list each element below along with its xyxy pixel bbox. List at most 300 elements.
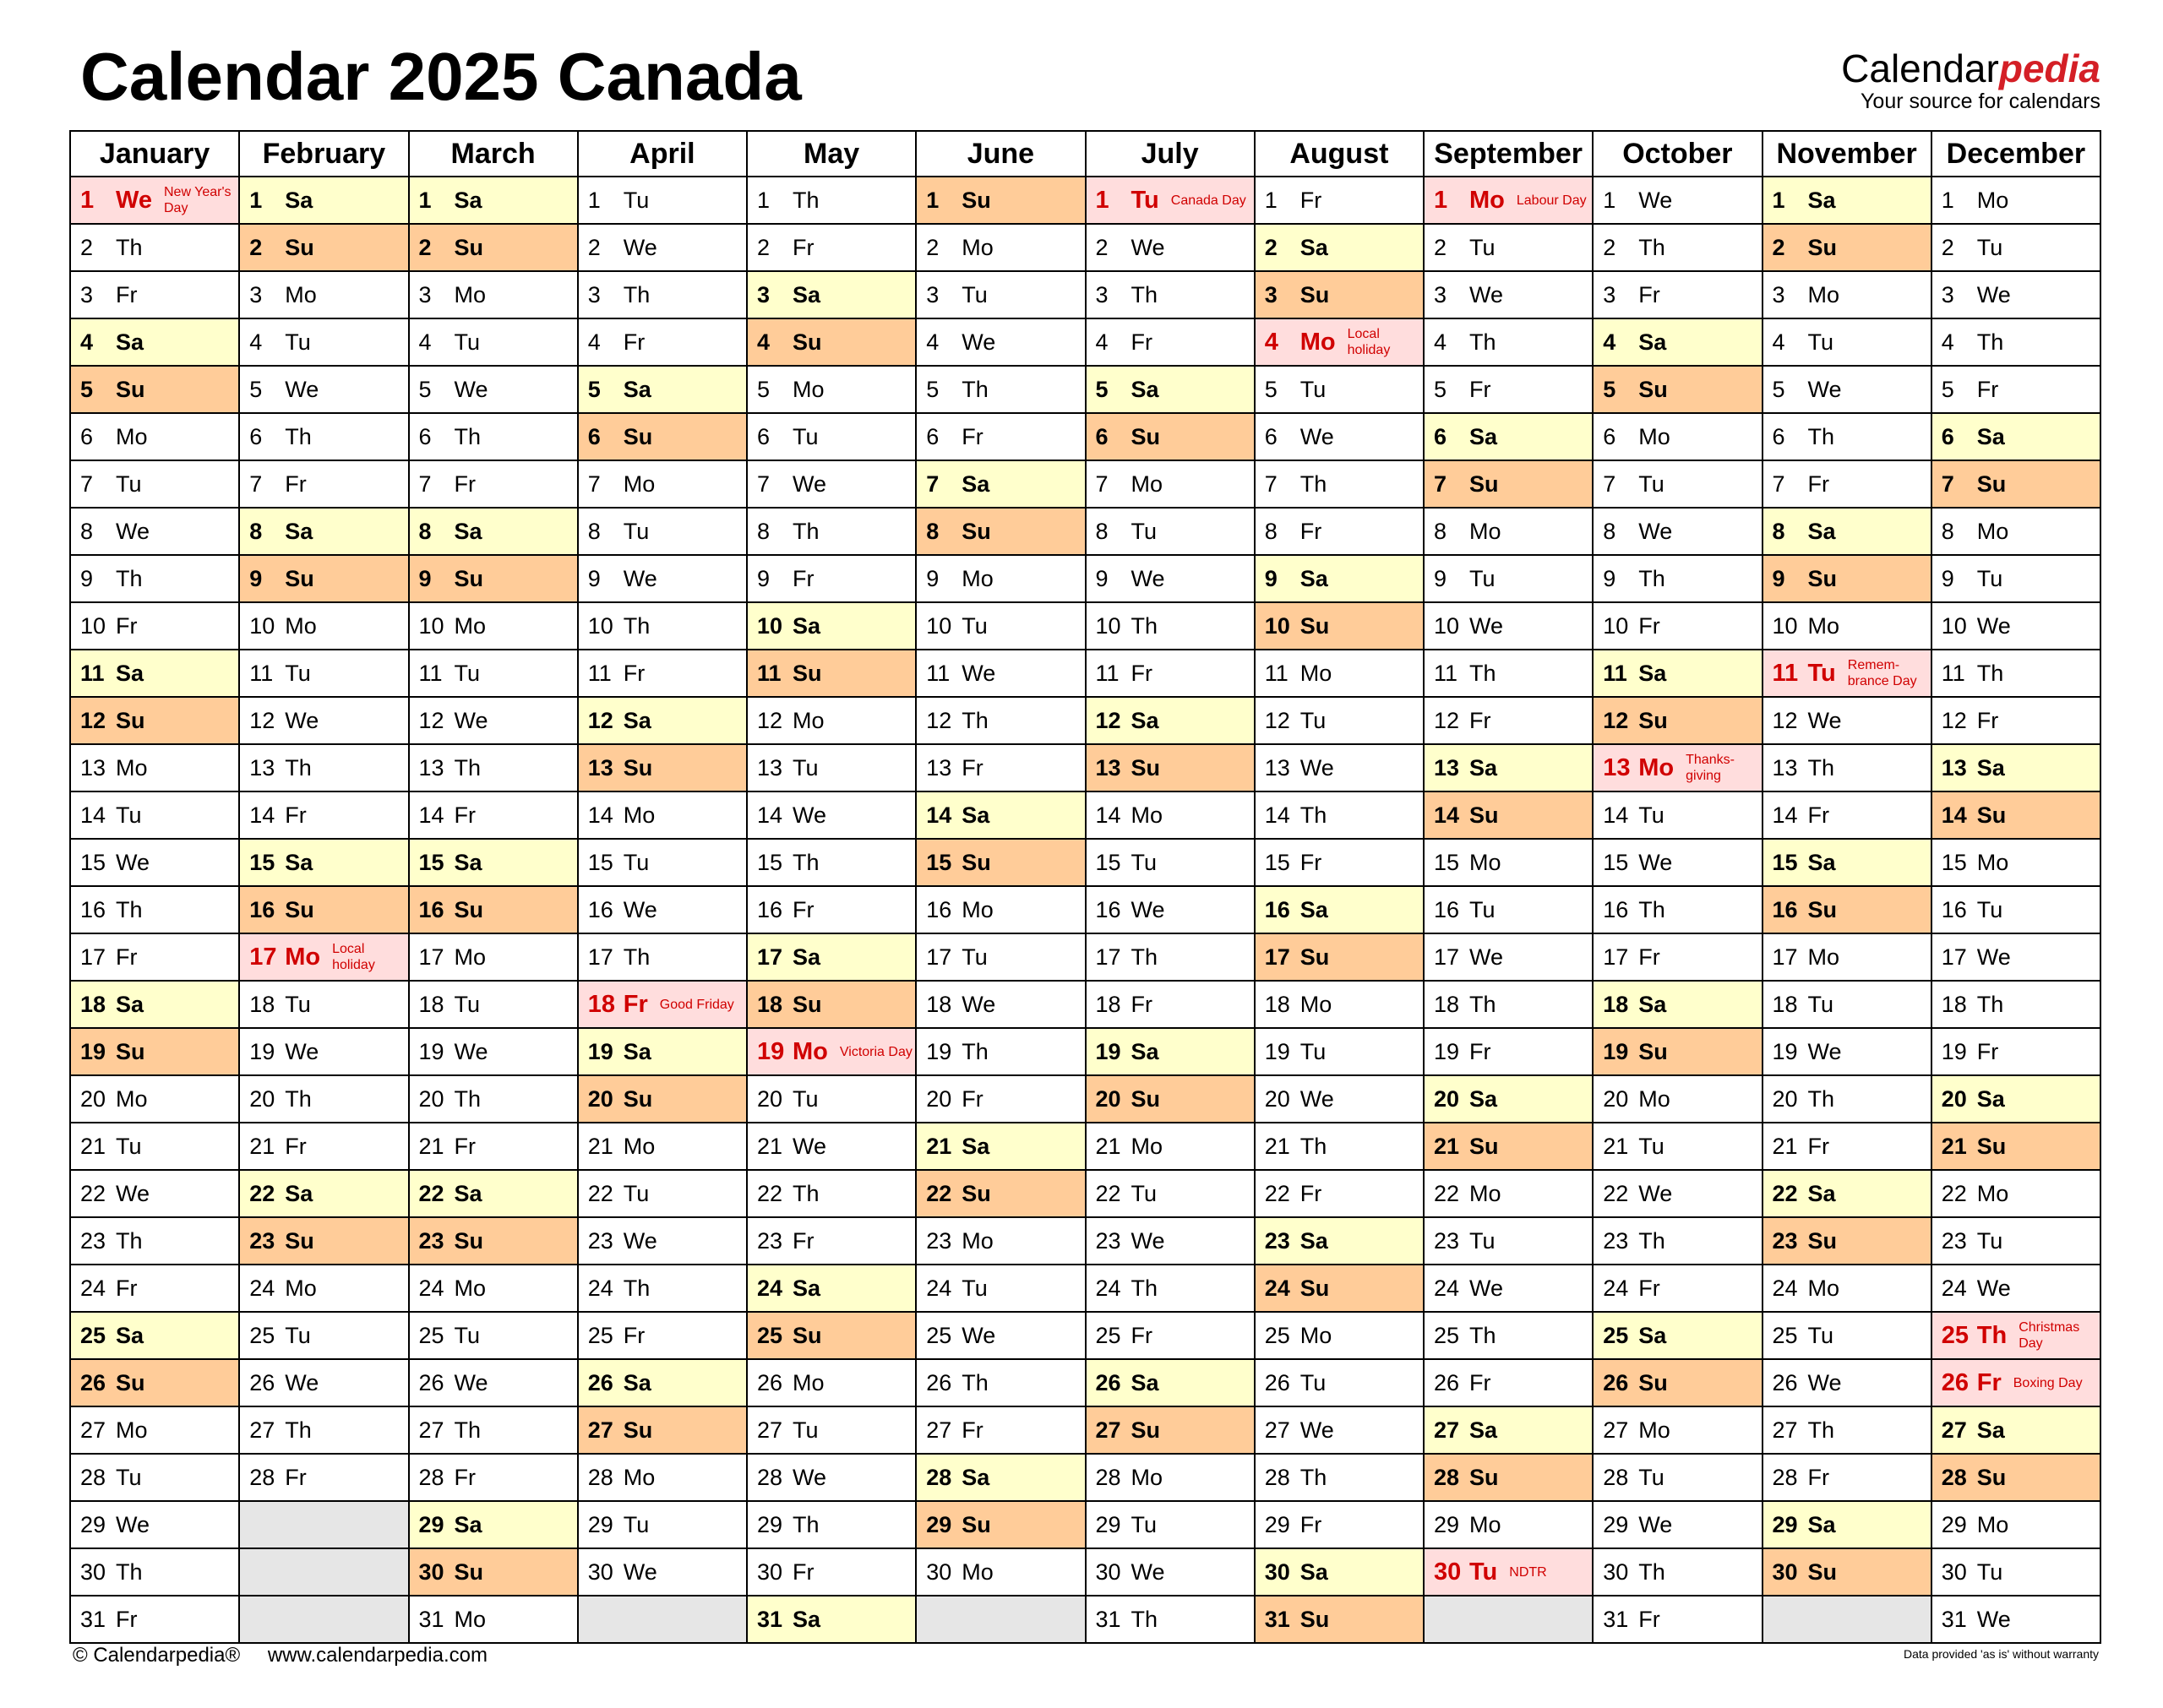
day-cell[interactable] (578, 839, 747, 886)
day-cell[interactable] (409, 839, 578, 886)
day-cell[interactable] (916, 1265, 1085, 1312)
footer-url-link[interactable]: www.calendarpedia.com (267, 1644, 488, 1667)
day-cell[interactable] (1931, 981, 2100, 1028)
day-cell[interactable] (1763, 1265, 1931, 1312)
day-cell[interactable] (70, 413, 239, 460)
day-cell[interactable] (409, 366, 578, 413)
day-cell[interactable] (747, 1501, 916, 1548)
day-cell[interactable] (916, 1312, 1085, 1359)
day-cell[interactable] (1424, 1406, 1593, 1454)
day-cell[interactable] (1424, 1265, 1593, 1312)
day-cell[interactable] (1424, 508, 1593, 555)
day-cell[interactable] (1593, 1501, 1762, 1548)
day-cell[interactable] (1255, 1406, 1424, 1454)
day-cell[interactable] (916, 271, 1085, 318)
day-cell[interactable] (1255, 460, 1424, 508)
day-cell[interactable] (1931, 1123, 2100, 1170)
day-cell[interactable] (1593, 1123, 1762, 1170)
day-cell[interactable] (1086, 650, 1255, 697)
day-cell[interactable] (1763, 1501, 1931, 1548)
day-cell[interactable] (916, 1170, 1085, 1217)
day-cell[interactable] (747, 1123, 916, 1170)
day-cell[interactable] (409, 1123, 578, 1170)
day-cell[interactable] (1763, 555, 1931, 602)
day-cell[interactable] (1931, 177, 2100, 224)
day-cell[interactable] (1255, 555, 1424, 602)
day-cell[interactable] (747, 1312, 916, 1359)
day-cell[interactable] (409, 602, 578, 650)
day-cell[interactable] (1763, 413, 1931, 460)
day-cell[interactable] (916, 791, 1085, 839)
day-cell[interactable] (239, 271, 408, 318)
day-cell[interactable] (1931, 1501, 2100, 1548)
day-cell[interactable] (916, 1123, 1085, 1170)
day-cell[interactable] (1424, 1075, 1593, 1123)
day-cell[interactable] (239, 1312, 408, 1359)
day-cell[interactable] (1763, 933, 1931, 981)
day-cell[interactable] (1255, 1548, 1424, 1596)
day-cell[interactable] (239, 177, 408, 224)
day-cell[interactable] (70, 933, 239, 981)
day-cell[interactable] (1763, 271, 1931, 318)
day-cell[interactable] (70, 744, 239, 791)
day-cell[interactable] (409, 177, 578, 224)
day-cell[interactable] (70, 1123, 239, 1170)
day-cell[interactable] (1763, 1075, 1931, 1123)
day-cell[interactable] (578, 1359, 747, 1406)
day-cell[interactable] (409, 791, 578, 839)
day-cell[interactable] (1086, 1359, 1255, 1406)
day-cell[interactable] (409, 460, 578, 508)
day-cell[interactable] (1086, 1123, 1255, 1170)
day-cell[interactable] (239, 460, 408, 508)
day-cell[interactable] (1763, 1359, 1931, 1406)
day-cell[interactable] (747, 886, 916, 933)
day-cell[interactable] (578, 1075, 747, 1123)
day-cell[interactable] (747, 650, 916, 697)
day-cell[interactable] (239, 1406, 408, 1454)
day-cell[interactable] (1424, 744, 1593, 791)
day-cell[interactable] (1255, 1028, 1424, 1075)
day-cell[interactable] (1931, 1028, 2100, 1075)
day-cell[interactable] (239, 366, 408, 413)
day-cell[interactable] (578, 650, 747, 697)
day-cell[interactable] (916, 933, 1085, 981)
day-cell[interactable] (916, 697, 1085, 744)
day-cell[interactable] (1424, 1028, 1593, 1075)
day-cell[interactable] (1763, 697, 1931, 744)
day-cell[interactable] (239, 791, 408, 839)
day-cell[interactable] (409, 1265, 578, 1312)
day-cell[interactable] (70, 602, 239, 650)
day-cell[interactable] (916, 1359, 1085, 1406)
day-cell[interactable] (578, 886, 747, 933)
day-cell[interactable] (239, 1265, 408, 1312)
day-cell[interactable] (239, 602, 408, 650)
day-cell[interactable] (1255, 1312, 1424, 1359)
day-cell[interactable] (578, 981, 747, 1028)
day-cell[interactable] (1086, 744, 1255, 791)
day-cell[interactable] (1255, 933, 1424, 981)
day-cell[interactable] (1086, 981, 1255, 1028)
day-cell[interactable] (409, 1406, 578, 1454)
day-cell[interactable] (1255, 1501, 1424, 1548)
day-cell[interactable] (1086, 1312, 1255, 1359)
day-cell[interactable] (1086, 1548, 1255, 1596)
day-cell[interactable] (239, 413, 408, 460)
day-cell[interactable] (1255, 1454, 1424, 1501)
day-cell[interactable] (1086, 839, 1255, 886)
day-cell[interactable] (239, 933, 408, 981)
day-cell[interactable] (409, 224, 578, 271)
day-cell[interactable] (916, 177, 1085, 224)
day-cell[interactable] (70, 366, 239, 413)
day-cell[interactable] (578, 1170, 747, 1217)
day-cell[interactable] (747, 744, 916, 791)
day-cell[interactable] (578, 1028, 747, 1075)
day-cell[interactable] (916, 1548, 1085, 1596)
day-cell[interactable] (1086, 224, 1255, 271)
day-cell[interactable] (578, 1454, 747, 1501)
day-cell[interactable] (916, 460, 1085, 508)
day-cell[interactable] (1424, 602, 1593, 650)
day-cell[interactable] (916, 224, 1085, 271)
day-cell[interactable] (70, 1454, 239, 1501)
day-cell[interactable] (1424, 318, 1593, 366)
day-cell[interactable] (1931, 1170, 2100, 1217)
day-cell[interactable] (1255, 177, 1424, 224)
day-cell[interactable] (1763, 508, 1931, 555)
day-cell[interactable] (916, 650, 1085, 697)
day-cell[interactable] (409, 318, 578, 366)
day-cell[interactable] (1763, 460, 1931, 508)
day-cell[interactable] (1931, 933, 2100, 981)
day-cell[interactable] (1424, 177, 1593, 224)
day-cell[interactable] (916, 839, 1085, 886)
day-cell[interactable] (578, 1265, 747, 1312)
day-cell[interactable] (70, 1170, 239, 1217)
day-cell[interactable] (747, 508, 916, 555)
day-cell[interactable] (1931, 413, 2100, 460)
day-cell[interactable] (239, 1359, 408, 1406)
day-cell[interactable] (747, 1406, 916, 1454)
day-cell[interactable] (409, 1501, 578, 1548)
day-cell[interactable] (1931, 1075, 2100, 1123)
day-cell[interactable] (1931, 224, 2100, 271)
day-cell[interactable] (1763, 886, 1931, 933)
day-cell[interactable] (747, 224, 916, 271)
day-cell[interactable] (747, 1075, 916, 1123)
day-cell[interactable] (1593, 650, 1762, 697)
day-cell[interactable] (70, 1028, 239, 1075)
day-cell[interactable] (1593, 697, 1762, 744)
day-cell[interactable] (409, 744, 578, 791)
day-cell[interactable] (916, 366, 1085, 413)
day-cell[interactable] (1931, 1596, 2100, 1643)
calendarpedia-logo[interactable] (1841, 47, 2100, 113)
day-cell[interactable] (1255, 650, 1424, 697)
day-cell[interactable] (1931, 555, 2100, 602)
day-cell[interactable] (1593, 460, 1762, 508)
day-cell[interactable] (578, 1548, 747, 1596)
day-cell[interactable] (1086, 791, 1255, 839)
day-cell[interactable] (1086, 1596, 1255, 1643)
day-cell[interactable] (1255, 1170, 1424, 1217)
day-cell[interactable] (1931, 886, 2100, 933)
day-cell[interactable] (1763, 981, 1931, 1028)
day-cell[interactable] (916, 1501, 1085, 1548)
day-cell[interactable] (1424, 413, 1593, 460)
day-cell[interactable] (1086, 1028, 1255, 1075)
day-cell[interactable] (1086, 555, 1255, 602)
day-cell[interactable] (1086, 366, 1255, 413)
day-cell[interactable] (1086, 177, 1255, 224)
day-cell[interactable] (1424, 981, 1593, 1028)
day-cell[interactable] (1763, 839, 1931, 886)
day-cell[interactable] (409, 413, 578, 460)
day-cell[interactable] (916, 1454, 1085, 1501)
day-cell[interactable] (239, 1028, 408, 1075)
day-cell[interactable] (70, 177, 239, 224)
day-cell[interactable] (239, 697, 408, 744)
day-cell[interactable] (1086, 697, 1255, 744)
day-cell[interactable] (747, 981, 916, 1028)
day-cell[interactable] (239, 650, 408, 697)
day-cell[interactable] (578, 555, 747, 602)
day-cell[interactable] (578, 508, 747, 555)
day-cell[interactable] (1763, 791, 1931, 839)
day-cell[interactable] (1593, 933, 1762, 981)
day-cell[interactable] (1763, 1028, 1931, 1075)
day-cell[interactable] (916, 1028, 1085, 1075)
day-cell[interactable] (239, 1075, 408, 1123)
day-cell[interactable] (1593, 177, 1762, 224)
day-cell[interactable] (578, 1123, 747, 1170)
day-cell[interactable] (1255, 271, 1424, 318)
day-cell[interactable] (747, 177, 916, 224)
day-cell[interactable] (1424, 1312, 1593, 1359)
day-cell[interactable] (747, 1359, 916, 1406)
day-cell[interactable] (409, 1312, 578, 1359)
day-cell[interactable] (1086, 602, 1255, 650)
day-cell[interactable] (1593, 1596, 1762, 1643)
day-cell[interactable] (578, 1217, 747, 1265)
day-cell[interactable] (1086, 508, 1255, 555)
day-cell[interactable] (239, 744, 408, 791)
day-cell[interactable] (239, 1454, 408, 1501)
day-cell[interactable] (747, 1217, 916, 1265)
day-cell[interactable] (747, 555, 916, 602)
day-cell[interactable] (1255, 1217, 1424, 1265)
day-cell[interactable] (70, 508, 239, 555)
day-cell[interactable] (747, 318, 916, 366)
day-cell[interactable] (1086, 413, 1255, 460)
day-cell[interactable] (1424, 1454, 1593, 1501)
day-cell[interactable] (70, 1075, 239, 1123)
day-cell[interactable] (1086, 886, 1255, 933)
day-cell[interactable] (1255, 1596, 1424, 1643)
day-cell[interactable] (1255, 366, 1424, 413)
day-cell[interactable] (239, 1123, 408, 1170)
day-cell[interactable] (1424, 697, 1593, 744)
day-cell[interactable] (70, 1501, 239, 1548)
day-cell[interactable] (1255, 981, 1424, 1028)
day-cell[interactable] (70, 224, 239, 271)
day-cell[interactable] (409, 1454, 578, 1501)
day-cell[interactable] (916, 1217, 1085, 1265)
day-cell[interactable] (1086, 1454, 1255, 1501)
day-cell[interactable] (1593, 602, 1762, 650)
day-cell[interactable] (916, 1075, 1085, 1123)
day-cell[interactable] (1424, 791, 1593, 839)
day-cell[interactable] (1593, 366, 1762, 413)
day-cell[interactable] (1763, 1454, 1931, 1501)
day-cell[interactable] (1086, 1170, 1255, 1217)
day-cell[interactable] (916, 886, 1085, 933)
day-cell[interactable] (747, 460, 916, 508)
day-cell[interactable] (70, 791, 239, 839)
day-cell[interactable] (578, 791, 747, 839)
day-cell[interactable] (1931, 1548, 2100, 1596)
day-cell[interactable] (1255, 1265, 1424, 1312)
day-cell[interactable] (70, 1217, 239, 1265)
day-cell[interactable] (1593, 744, 1762, 791)
day-cell[interactable] (1424, 1170, 1593, 1217)
day-cell[interactable] (578, 224, 747, 271)
day-cell[interactable] (70, 839, 239, 886)
day-cell[interactable] (1086, 933, 1255, 981)
day-cell[interactable] (747, 366, 916, 413)
day-cell[interactable] (1593, 1548, 1762, 1596)
day-cell[interactable] (1424, 1501, 1593, 1548)
day-cell[interactable] (239, 555, 408, 602)
day-cell[interactable] (1763, 224, 1931, 271)
day-cell[interactable] (1593, 839, 1762, 886)
day-cell[interactable] (1424, 1548, 1593, 1596)
day-cell[interactable] (409, 271, 578, 318)
day-cell[interactable] (578, 460, 747, 508)
day-cell[interactable] (239, 508, 408, 555)
day-cell[interactable] (1931, 839, 2100, 886)
day-cell[interactable] (578, 366, 747, 413)
day-cell[interactable] (1424, 650, 1593, 697)
day-cell[interactable] (916, 318, 1085, 366)
day-cell[interactable] (747, 839, 916, 886)
day-cell[interactable] (239, 1217, 408, 1265)
day-cell[interactable] (409, 1217, 578, 1265)
day-cell[interactable] (1086, 1406, 1255, 1454)
day-cell[interactable] (916, 413, 1085, 460)
day-cell[interactable] (409, 886, 578, 933)
day-cell[interactable] (1424, 224, 1593, 271)
day-cell[interactable] (1593, 981, 1762, 1028)
day-cell[interactable] (239, 1170, 408, 1217)
day-cell[interactable] (1931, 1406, 2100, 1454)
day-cell[interactable] (1931, 744, 2100, 791)
day-cell[interactable] (1086, 1075, 1255, 1123)
day-cell[interactable] (1255, 602, 1424, 650)
day-cell[interactable] (1763, 318, 1931, 366)
day-cell[interactable] (1931, 602, 2100, 650)
day-cell[interactable] (1255, 839, 1424, 886)
day-cell[interactable] (747, 791, 916, 839)
day-cell[interactable] (916, 508, 1085, 555)
day-cell[interactable] (578, 177, 747, 224)
day-cell[interactable] (409, 697, 578, 744)
day-cell[interactable] (1931, 791, 2100, 839)
day-cell[interactable] (1593, 1359, 1762, 1406)
day-cell[interactable] (409, 1596, 578, 1643)
day-cell[interactable] (747, 697, 916, 744)
day-cell[interactable] (747, 1265, 916, 1312)
day-cell[interactable] (1424, 1359, 1593, 1406)
day-cell[interactable] (1424, 1123, 1593, 1170)
day-cell[interactable] (747, 933, 916, 981)
day-cell[interactable] (70, 555, 239, 602)
day-cell[interactable] (578, 271, 747, 318)
day-cell[interactable] (239, 839, 408, 886)
day-cell[interactable] (1424, 933, 1593, 981)
day-cell[interactable] (1931, 508, 2100, 555)
day-cell[interactable] (70, 460, 239, 508)
day-cell[interactable] (1763, 744, 1931, 791)
day-cell[interactable] (1255, 791, 1424, 839)
day-cell[interactable] (1086, 1265, 1255, 1312)
day-cell[interactable] (1763, 1123, 1931, 1170)
day-cell[interactable] (1255, 744, 1424, 791)
day-cell[interactable] (70, 1359, 239, 1406)
day-cell[interactable] (1086, 318, 1255, 366)
day-cell[interactable] (1763, 602, 1931, 650)
day-cell[interactable] (70, 1406, 239, 1454)
day-cell[interactable] (747, 1028, 916, 1075)
day-cell[interactable] (409, 1075, 578, 1123)
day-cell[interactable] (1593, 508, 1762, 555)
day-cell[interactable] (409, 1170, 578, 1217)
day-cell[interactable] (239, 886, 408, 933)
day-cell[interactable] (1593, 1454, 1762, 1501)
day-cell[interactable] (70, 1265, 239, 1312)
day-cell[interactable] (409, 508, 578, 555)
day-cell[interactable] (747, 1454, 916, 1501)
day-cell[interactable] (1593, 1075, 1762, 1123)
day-cell[interactable] (747, 271, 916, 318)
day-cell[interactable] (1931, 697, 2100, 744)
day-cell[interactable] (916, 1406, 1085, 1454)
day-cell[interactable] (1086, 271, 1255, 318)
day-cell[interactable] (1086, 460, 1255, 508)
day-cell[interactable] (578, 933, 747, 981)
day-cell[interactable] (1931, 1265, 2100, 1312)
day-cell[interactable] (1763, 1312, 1931, 1359)
day-cell[interactable] (1931, 1217, 2100, 1265)
day-cell[interactable] (1424, 366, 1593, 413)
day-cell[interactable] (1931, 271, 2100, 318)
day-cell[interactable] (747, 602, 916, 650)
day-cell[interactable] (409, 555, 578, 602)
day-cell[interactable] (747, 413, 916, 460)
day-cell[interactable] (70, 1596, 239, 1643)
day-cell[interactable] (747, 1548, 916, 1596)
day-cell[interactable] (578, 413, 747, 460)
day-cell[interactable] (916, 602, 1085, 650)
day-cell[interactable] (1593, 1406, 1762, 1454)
day-cell[interactable] (239, 224, 408, 271)
day-cell[interactable] (916, 744, 1085, 791)
day-cell[interactable] (1593, 1312, 1762, 1359)
day-cell[interactable] (1424, 271, 1593, 318)
day-cell[interactable] (1593, 886, 1762, 933)
